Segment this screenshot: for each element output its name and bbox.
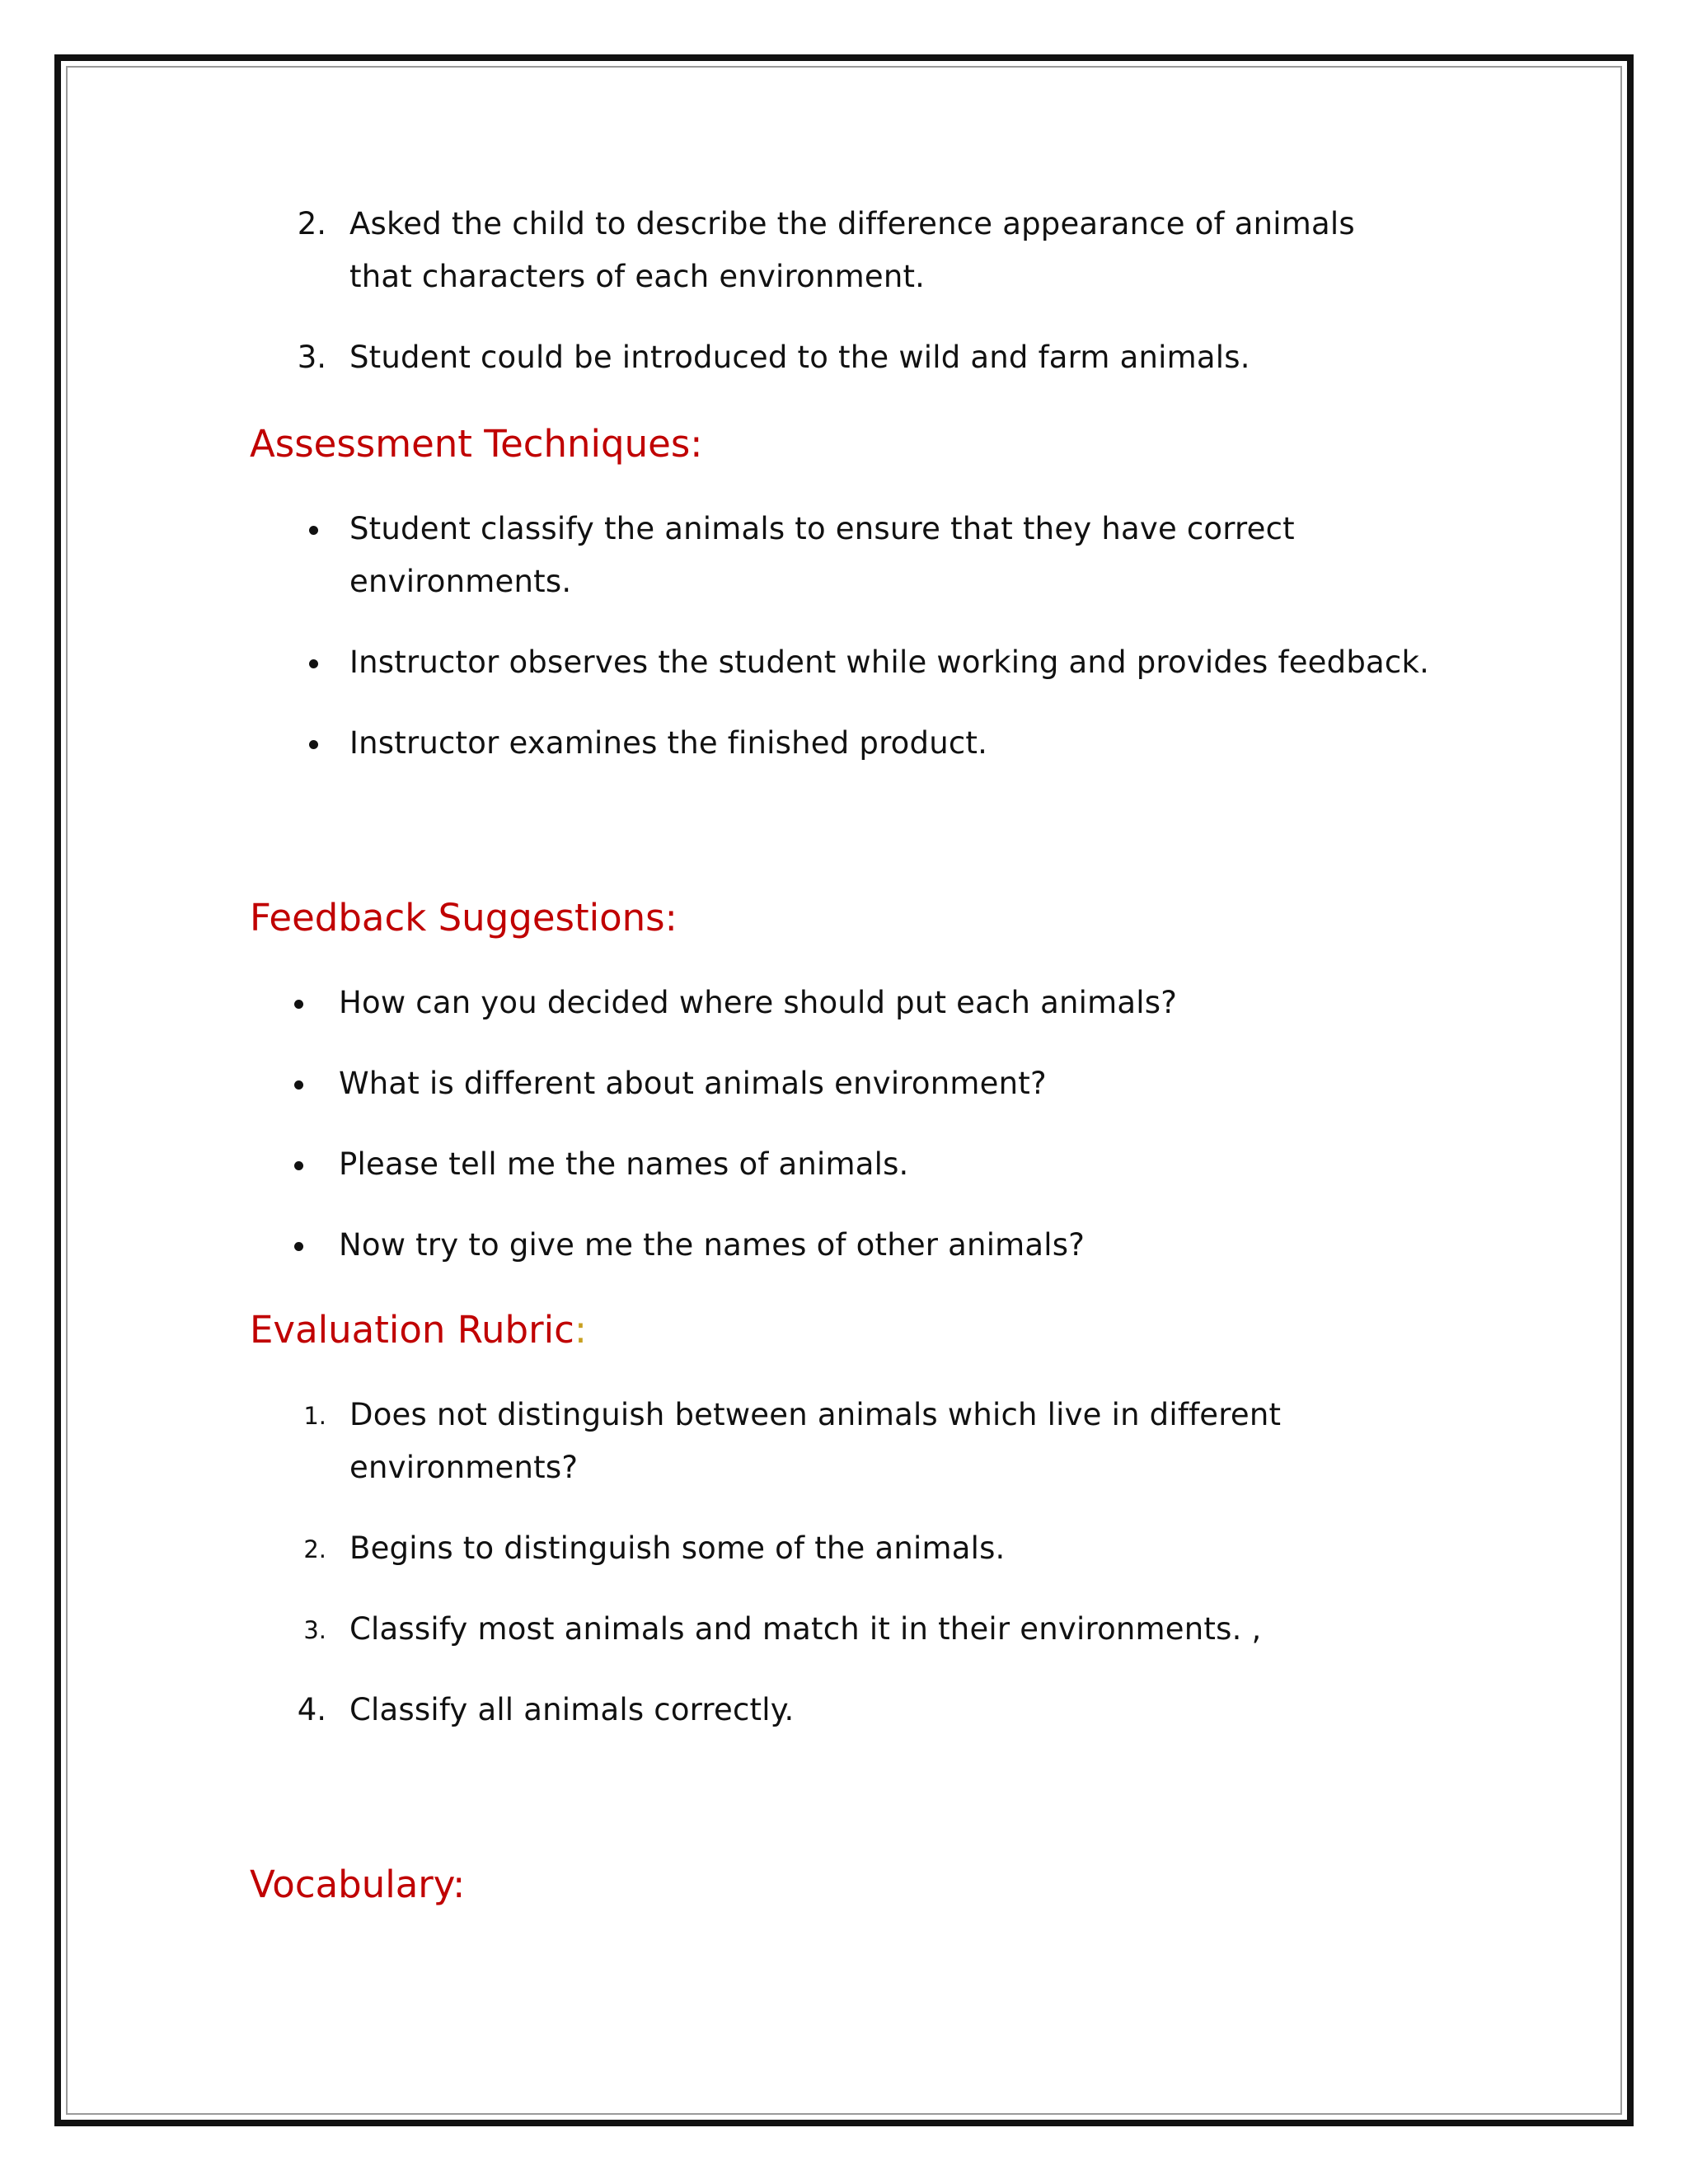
list-item-text: Begins to distinguish some of the animals. [349, 1530, 1006, 1566]
list-item-text: Classify most animals and match it in their environments. , [349, 1611, 1262, 1647]
vocabulary-heading: Vocabulary: [250, 1863, 466, 1906]
bullet-icon [309, 659, 318, 668]
bullet-icon [294, 1242, 303, 1251]
list-item-text: Instructor examines the finished product. [349, 725, 988, 761]
bullet-icon [309, 526, 318, 535]
bullet-icon [294, 1000, 303, 1009]
list-number: 3. [303, 1616, 326, 1644]
feedback-heading: Feedback Suggestions: [250, 896, 678, 940]
list-item-text: environments. [349, 564, 572, 599]
list-item-text: Now try to give me the names of other animals? [339, 1227, 1085, 1263]
list-number: 2. [297, 206, 326, 241]
list-item-text: that characters of each environment. [349, 259, 926, 294]
list-number: 3. [297, 340, 326, 375]
list-item-text: Student classify the animals to ensure that they have correct [349, 511, 1295, 546]
list-item-text: Asked the child to describe the difference appearance of animals [349, 206, 1355, 241]
list-number: 4. [297, 1692, 326, 1727]
bullet-icon [294, 1161, 303, 1170]
list-number: 1. [303, 1402, 326, 1430]
rubric-heading-text: Evaluation Rubric [250, 1308, 574, 1352]
assessment-heading: Assessment Techniques: [250, 422, 703, 466]
list-item-text: Does not distinguish between animals which live in different [349, 1397, 1282, 1432]
list-item-text: What is different about animals environment? [339, 1066, 1047, 1101]
list-item-text: Student could be introduced to the wild and farm animals. [349, 340, 1250, 375]
bullet-icon [294, 1080, 303, 1090]
rubric-heading-colon: : [574, 1308, 587, 1352]
list-item-text: Please tell me the names of animals. [339, 1146, 909, 1182]
list-item-text: environments? [349, 1450, 579, 1485]
list-number: 2. [303, 1535, 326, 1563]
rubric-heading [250, 1304, 587, 1357]
bullet-icon [309, 740, 318, 749]
list-item-text: How can you decided where should put each animals? [339, 985, 1178, 1020]
list-item-text: Instructor observes the student while working and provides feedback. [349, 644, 1430, 680]
list-item-text: Classify all animals correctly. [349, 1692, 795, 1727]
